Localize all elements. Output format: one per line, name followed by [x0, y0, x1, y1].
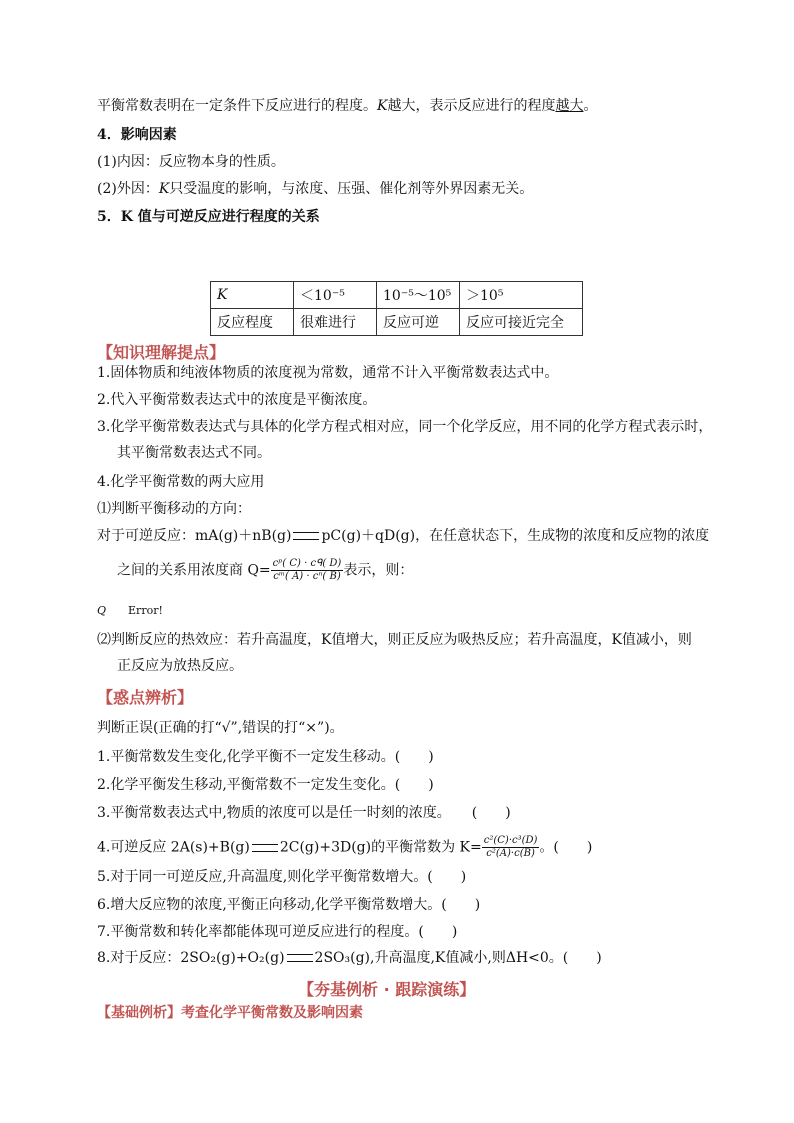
inner-cause: (1)内因：反应物本身的性质。: [97, 154, 285, 170]
section-4-title: 4．影响因素: [97, 127, 177, 143]
q-denominator: cᵐ( A) · cⁿ( B): [273, 571, 341, 582]
k-numerator: c²(C)·c³(D): [483, 835, 538, 846]
k-denominator: c²(A)·c(B): [486, 848, 535, 859]
table-cell: 10⁻⁵～10⁵: [377, 282, 460, 309]
k-symbol: K: [158, 181, 170, 197]
knowledge-header: 【知识理解提点】: [97, 343, 226, 362]
table-row: [211, 309, 583, 336]
equilibrium-arrow-icon: [287, 954, 313, 962]
q-symbol: Q: [97, 604, 107, 617]
question-4: [97, 835, 592, 860]
knowledge-p2: 2.代入平衡常数表达式中的浓度是平衡浓度。: [97, 392, 377, 408]
q-numerator: cᵖ( C) · cᑫ( D): [272, 558, 342, 569]
q8-text: 8.对于反应：2SO₂(g)+O₂(g): [97, 950, 285, 966]
concentration-quotient-line: [117, 558, 413, 583]
q-error-line: [97, 601, 163, 621]
knowledge-p1: 1.固体物质和纯液体物质的浓度视为常数，通常不计入平衡常数表达式中。: [97, 365, 559, 381]
question-7: 7.平衡常数和转化率都能体现可逆反应进行的程度。( ): [97, 924, 458, 940]
q-text: 表示，则：: [343, 562, 414, 579]
table-cell: 反应可接近完全: [460, 309, 583, 336]
intro-line: [97, 96, 597, 116]
knowledge-p4-2b: 正反应为放热反应。: [117, 658, 243, 674]
question-8: [97, 948, 602, 968]
intro-underlined: 越大: [555, 98, 584, 114]
outer-text: (2)外因：: [97, 181, 159, 197]
section-5-title: 5．K 值与可逆反应进行程度的关系: [97, 209, 320, 225]
q-fraction: [271, 558, 344, 583]
outer-cause: [97, 179, 533, 199]
equation-text: pC(g)＋qD(g)，在任意状态下，生成物的浓度和反应物的浓度: [321, 528, 710, 544]
intro-text: 平衡常数表明在一定条件下反应进行的程度。: [97, 98, 377, 114]
table-cell: 反应程度: [211, 309, 294, 336]
basic-title: 考查化学平衡常数及影响因素: [181, 1005, 363, 1021]
reversible-reaction-line: [97, 526, 709, 546]
table-row: [211, 282, 583, 309]
table-cell: ＜10⁻⁵: [294, 282, 377, 309]
k-symbol: K: [377, 98, 388, 114]
knowledge-p4-2a: ⑵判断反应的热效应：若升高温度，K值增大，则正反应为吸热反应；若升高温度，K值减小，则: [97, 632, 692, 648]
knowledge-p4: 4.化学平衡常数的两大应用: [97, 474, 265, 490]
table-cell: 很难进行: [294, 309, 377, 336]
basic-example-title: [97, 1002, 363, 1022]
question-5: 5.对于同一可逆反应,升高温度,则化学平衡常数增大。( ): [97, 869, 467, 885]
knowledge-p3b: 其平衡常数表达式不同。: [117, 445, 271, 461]
question-2: 2.化学平衡发生移动,平衡常数不一定发生变化。( ): [97, 777, 434, 793]
table-cell: K: [211, 282, 294, 309]
k-table: [210, 281, 583, 336]
table-cell: ＞10⁵: [460, 282, 583, 309]
question-1: 1.平衡常数发生变化,化学平衡不一定发生移动。( ): [97, 749, 434, 765]
q4-text: 2C(g)+3D(g)的平衡常数为 K=: [279, 839, 482, 856]
basic-tag: 【基础例析】: [97, 1005, 181, 1021]
equilibrium-arrow-icon: [252, 844, 278, 852]
q8-text: 2SO₃(g),升高温度,K值减小,则ΔH<0。( ): [314, 950, 602, 966]
q4-text: 。( ): [539, 839, 593, 856]
intro-text: 越大，表示反应进行的程度: [387, 98, 556, 114]
q-text: 之间的关系用浓度商 Q=: [117, 562, 271, 579]
table-cell: 反应可逆: [377, 309, 460, 336]
question-6: 6.增大反应物的浓度,平衡正向移动,化学平衡常数增大。( ): [97, 897, 481, 913]
confuse-header: 【惑点辨析】: [97, 688, 194, 707]
k-fraction: [482, 835, 540, 860]
question-3: 3.平衡常数表达式中,物质的浓度可以是任一时刻的浓度。 ( ): [97, 805, 511, 821]
knowledge-p3a: 3.化学平衡常数表达式与具体的化学方程式相对应，同一个化学反应，用不同的化学方程式表示时，: [97, 419, 713, 435]
equation-text: 对于可逆反应：mA(g)＋nB(g): [97, 528, 292, 544]
knowledge-p4-1: ⑴判断平衡移动的方向：: [97, 501, 251, 517]
outer-text: 只受温度的影响，与浓度、压强、催化剂等外界因素无关。: [169, 181, 534, 197]
example-header: 【夯基例析 · 跟踪演练】: [298, 980, 476, 999]
equilibrium-arrow-icon: [293, 532, 319, 540]
confuse-intro: 判断正误(正确的打“√”,错误的打“×”)。: [97, 720, 344, 736]
q4-text: 4.可逆反应 2A(s)+B(g): [97, 839, 250, 856]
error-text: Error!: [128, 604, 163, 617]
intro-text: 。: [583, 98, 598, 114]
